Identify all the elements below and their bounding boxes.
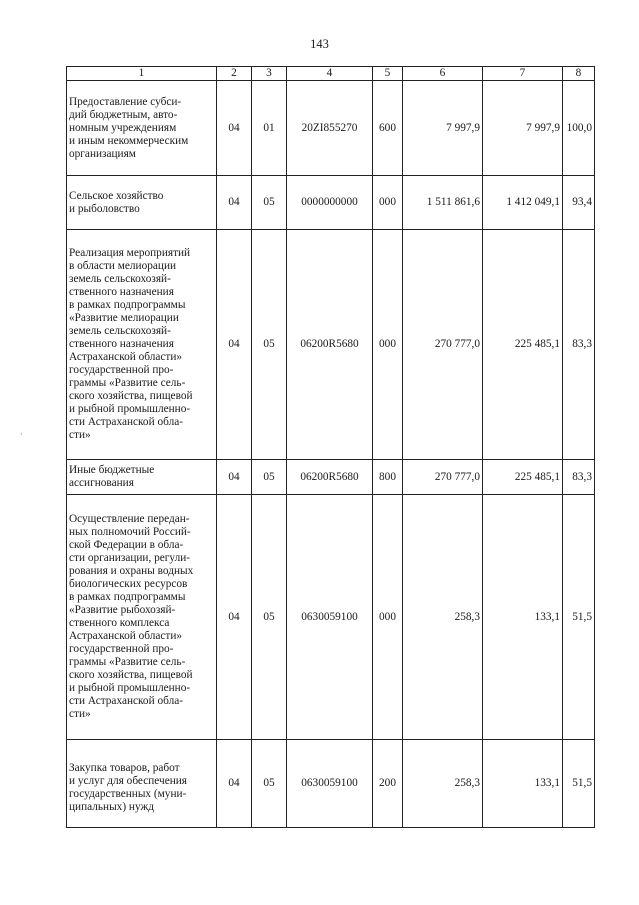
row-plan: 7 997,9 (403, 81, 483, 176)
row-percent: 51,5 (563, 495, 595, 740)
row-expense-type: 000 (373, 230, 403, 460)
row-section: 04 (217, 495, 252, 740)
row-subsection: 01 (252, 81, 287, 176)
table-row (67, 230, 595, 460)
row-target-article: 0000000000 (287, 176, 373, 230)
row-target-article: 06200R5680 (287, 460, 373, 495)
header-row (67, 67, 595, 81)
row-plan: 270 777,0 (403, 230, 483, 460)
row-subsection: 05 (252, 176, 287, 230)
row-percent: 83,3 (563, 460, 595, 495)
row-name: Предоставление субси- дий бюджетным, авто- номным учреждениям и иным некоммерческим организациям (67, 81, 217, 176)
row-expense-type: 000 (373, 495, 403, 740)
header-cell: 2 (217, 67, 252, 81)
row-target-article: 20ZI855270 (287, 81, 373, 176)
row-target-article: 0630059100 (287, 495, 373, 740)
row-percent: 100,0 (563, 81, 595, 176)
row-fact: 1 412 049,1 (483, 176, 563, 230)
row-target-article: 06200R5680 (287, 230, 373, 460)
row-section: 04 (217, 230, 252, 460)
header-cell: 8 (563, 67, 595, 81)
table-row (67, 460, 595, 495)
row-percent: 93,4 (563, 176, 595, 230)
row-subsection: 05 (252, 230, 287, 460)
row-plan: 270 777,0 (403, 460, 483, 495)
row-target-article: 0630059100 (287, 740, 373, 828)
header-cell: 6 (403, 67, 483, 81)
row-subsection: 05 (252, 495, 287, 740)
header-cell: 7 (483, 67, 563, 81)
row-fact: 225 485,1 (483, 460, 563, 495)
page-number: 143 (310, 37, 329, 51)
header-cell: 1 (67, 67, 217, 81)
table-row (67, 176, 595, 230)
row-fact: 225 485,1 (483, 230, 563, 460)
row-plan: 258,3 (403, 495, 483, 740)
table-row (67, 740, 595, 828)
row-percent: 83,3 (563, 230, 595, 460)
row-name: Сельское хозяйство и рыболовство (67, 176, 217, 230)
row-subsection: 05 (252, 460, 287, 495)
header-cell: 4 (287, 67, 373, 81)
row-name: Реализация мероприятий в области мелиорации земель сельскохозяй- ственного назначения в рамках подпрограммы «Развитие мелиорации земель сельскохозяй- ственного назначения Астраханской области» государственной про- граммы «Развитие сель- ского хозяйства, пищевой и рыбной промышленно- сти Астраханской обла- сти» (67, 230, 217, 460)
margin-mark: · (20, 430, 23, 439)
header-cell: 3 (252, 67, 287, 81)
row-expense-type: 600 (373, 81, 403, 176)
row-section: 04 (217, 176, 252, 230)
row-fact: 133,1 (483, 495, 563, 740)
row-section: 04 (217, 460, 252, 495)
row-section: 04 (217, 740, 252, 828)
budget-table (66, 66, 595, 828)
row-plan: 258,3 (403, 740, 483, 828)
row-subsection: 05 (252, 740, 287, 828)
row-expense-type: 200 (373, 740, 403, 828)
table-row (67, 495, 595, 740)
table-row (67, 81, 595, 176)
row-plan: 1 511 861,6 (403, 176, 483, 230)
row-fact: 133,1 (483, 740, 563, 828)
header-cell: 5 (373, 67, 403, 81)
row-name: Осуществление передан- ных полномочий Россий- ской Федерации в обла- сти организации, регули- рования и охраны водных биологических ресурсов в рамках подпрограммы «Развитие рыбохозяй- ственного комплекса Астраханской области» государственной про- граммы «Развитие сель- ского хозяйства, пищевой и рыбной промышленно- сти Астраханской обла- сти» (67, 495, 217, 740)
row-name: Иные бюджетные ассигнования (67, 460, 217, 495)
row-name: Закупка товаров, работ и услуг для обеспечения государственных (муни- ципальных) нужд (67, 740, 217, 828)
row-expense-type: 800 (373, 460, 403, 495)
row-percent: 51,5 (563, 740, 595, 828)
row-fact: 7 997,9 (483, 81, 563, 176)
row-section: 04 (217, 81, 252, 176)
row-expense-type: 000 (373, 176, 403, 230)
